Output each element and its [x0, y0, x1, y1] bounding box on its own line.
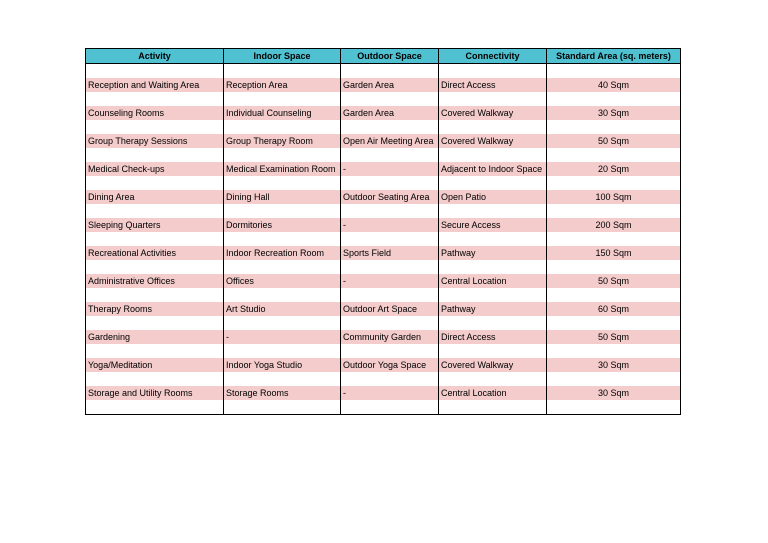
connectivity-cell: Central Location	[439, 386, 547, 400]
spacer-cell	[439, 344, 547, 358]
activity-cell: Dining Area	[86, 190, 224, 204]
spacer-cell	[224, 120, 341, 134]
indoor-space-cell: Indoor Recreation Room	[224, 246, 341, 260]
outdoor-space-cell: Outdoor Yoga Space	[341, 358, 439, 372]
table-row	[86, 134, 681, 148]
header-standard-area: Standard Area (sq. meters)	[547, 49, 681, 64]
spacer-row	[86, 260, 681, 274]
header-outdoor-space: Outdoor Space	[341, 49, 439, 64]
spacer-cell	[547, 372, 681, 386]
spacer-cell	[341, 232, 439, 246]
header-connectivity: Connectivity	[439, 49, 547, 64]
spacer-cell	[547, 260, 681, 274]
indoor-space-cell: Medical Examination Room	[224, 162, 341, 176]
spacer-cell	[439, 288, 547, 302]
outdoor-space-cell: -	[341, 218, 439, 232]
connectivity-cell: Direct Access	[439, 330, 547, 344]
connectivity-cell: Direct Access	[439, 78, 547, 92]
spacer-row	[86, 316, 681, 330]
spacer-row	[86, 288, 681, 302]
spacer-cell	[224, 400, 341, 415]
spacer-cell	[439, 92, 547, 106]
spacer-cell	[224, 176, 341, 190]
spacer-row	[86, 120, 681, 134]
activity-cell: Administrative Offices	[86, 274, 224, 288]
spacer-cell	[439, 176, 547, 190]
activity-cell: Medical Check-ups	[86, 162, 224, 176]
spacer-cell	[341, 288, 439, 302]
spacer-cell	[439, 372, 547, 386]
spacer-row	[86, 232, 681, 246]
indoor-space-cell: Art Studio	[224, 302, 341, 316]
spacer-cell	[439, 64, 547, 79]
table-row	[86, 358, 681, 372]
spacer-cell	[439, 148, 547, 162]
table-row	[86, 78, 681, 92]
table-header	[86, 49, 681, 64]
connectivity-cell: Covered Walkway	[439, 358, 547, 372]
spacer-cell	[224, 64, 341, 79]
indoor-space-cell: Group Therapy Room	[224, 134, 341, 148]
spacer-cell	[224, 92, 341, 106]
spacer-cell	[547, 288, 681, 302]
area-cell: 60 Sqm	[547, 302, 681, 316]
outdoor-space-cell: Garden Area	[341, 106, 439, 120]
table-row	[86, 386, 681, 400]
outdoor-space-cell: -	[341, 162, 439, 176]
connectivity-cell: Adjacent to Indoor Space	[439, 162, 547, 176]
indoor-space-cell: Storage Rooms	[224, 386, 341, 400]
spacer-cell	[86, 204, 224, 218]
spacer-cell	[86, 288, 224, 302]
spacer-cell	[439, 316, 547, 330]
header-indoor-space: Indoor Space	[224, 49, 341, 64]
connectivity-cell: Pathway	[439, 246, 547, 260]
spacer-cell	[86, 120, 224, 134]
outdoor-space-cell: Outdoor Art Space	[341, 302, 439, 316]
spacer-cell	[86, 400, 224, 415]
spacer-cell	[547, 64, 681, 79]
area-cell: 20 Sqm	[547, 162, 681, 176]
spacer-cell	[341, 344, 439, 358]
area-cell: 50 Sqm	[547, 274, 681, 288]
spacer-cell	[547, 400, 681, 415]
spacer-cell	[547, 92, 681, 106]
activity-cell: Reception and Waiting Area	[86, 78, 224, 92]
indoor-space-cell: Individual Counseling	[224, 106, 341, 120]
indoor-space-cell: Reception Area	[224, 78, 341, 92]
indoor-space-cell: Dormitories	[224, 218, 341, 232]
outdoor-space-cell: Community Garden	[341, 330, 439, 344]
spacer-cell	[547, 344, 681, 358]
spacer-cell	[439, 260, 547, 274]
spacer-cell	[86, 176, 224, 190]
spacer-row	[86, 64, 681, 79]
area-cell: 30 Sqm	[547, 386, 681, 400]
area-cell: 50 Sqm	[547, 330, 681, 344]
table-row	[86, 218, 681, 232]
spacer-cell	[341, 260, 439, 274]
spacer-row	[86, 344, 681, 358]
spacer-row	[86, 148, 681, 162]
area-cell: 30 Sqm	[547, 358, 681, 372]
spacer-cell	[341, 372, 439, 386]
connectivity-cell: Covered Walkway	[439, 134, 547, 148]
outdoor-space-cell: Sports Field	[341, 246, 439, 260]
table-row	[86, 106, 681, 120]
spacer-cell	[547, 148, 681, 162]
table-row	[86, 302, 681, 316]
area-cell: 40 Sqm	[547, 78, 681, 92]
spacer-row	[86, 400, 681, 415]
indoor-space-cell: Indoor Yoga Studio	[224, 358, 341, 372]
spacer-cell	[439, 204, 547, 218]
spacer-cell	[439, 120, 547, 134]
spacer-cell	[341, 148, 439, 162]
spacer-cell	[341, 120, 439, 134]
spacer-row	[86, 204, 681, 218]
table-row	[86, 274, 681, 288]
activity-cell: Gardening	[86, 330, 224, 344]
activity-cell: Storage and Utility Rooms	[86, 386, 224, 400]
spacer-cell	[86, 260, 224, 274]
indoor-space-cell: -	[224, 330, 341, 344]
connectivity-cell: Open Patio	[439, 190, 547, 204]
spacer-cell	[341, 176, 439, 190]
connectivity-cell: Secure Access	[439, 218, 547, 232]
spacer-row	[86, 176, 681, 190]
header-row	[86, 49, 681, 64]
spacer-cell	[86, 232, 224, 246]
spacer-cell	[439, 232, 547, 246]
spacer-cell	[86, 64, 224, 79]
table-row	[86, 162, 681, 176]
connectivity-cell: Central Location	[439, 274, 547, 288]
space-program-table	[85, 48, 681, 415]
activity-cell: Yoga/Meditation	[86, 358, 224, 372]
spacer-cell	[86, 316, 224, 330]
spacer-cell	[224, 204, 341, 218]
spacer-cell	[224, 148, 341, 162]
spacer-cell	[341, 64, 439, 79]
spacer-row	[86, 92, 681, 106]
outdoor-space-cell: -	[341, 386, 439, 400]
spacer-cell	[439, 400, 547, 415]
outdoor-space-cell: -	[341, 274, 439, 288]
spacer-cell	[547, 316, 681, 330]
indoor-space-cell: Offices	[224, 274, 341, 288]
connectivity-cell: Covered Walkway	[439, 106, 547, 120]
connectivity-cell: Pathway	[439, 302, 547, 316]
spacer-cell	[224, 344, 341, 358]
spacer-cell	[86, 148, 224, 162]
table-row	[86, 190, 681, 204]
spacer-row	[86, 372, 681, 386]
spacer-cell	[341, 316, 439, 330]
spacer-cell	[341, 400, 439, 415]
spacer-cell	[341, 92, 439, 106]
spacer-cell	[86, 344, 224, 358]
outdoor-space-cell: Outdoor Seating Area	[341, 190, 439, 204]
area-cell: 100 Sqm	[547, 190, 681, 204]
spacer-cell	[547, 232, 681, 246]
area-cell: 200 Sqm	[547, 218, 681, 232]
area-cell: 50 Sqm	[547, 134, 681, 148]
spacer-cell	[224, 288, 341, 302]
table-row	[86, 246, 681, 260]
spacer-cell	[86, 372, 224, 386]
table-body	[86, 64, 681, 415]
spacer-cell	[224, 232, 341, 246]
spacer-cell	[224, 316, 341, 330]
activity-cell: Sleeping Quarters	[86, 218, 224, 232]
spacer-cell	[547, 204, 681, 218]
indoor-space-cell: Dining Hall	[224, 190, 341, 204]
activity-cell: Recreational Activities	[86, 246, 224, 260]
area-cell: 150 Sqm	[547, 246, 681, 260]
spacer-cell	[547, 120, 681, 134]
spacer-cell	[224, 260, 341, 274]
spacer-cell	[86, 92, 224, 106]
spacer-cell	[547, 176, 681, 190]
activity-cell: Counseling Rooms	[86, 106, 224, 120]
area-cell: 30 Sqm	[547, 106, 681, 120]
spacer-cell	[224, 372, 341, 386]
spacer-cell	[341, 204, 439, 218]
table-row	[86, 330, 681, 344]
outdoor-space-cell: Garden Area	[341, 78, 439, 92]
activity-cell: Therapy Rooms	[86, 302, 224, 316]
activity-cell: Group Therapy Sessions	[86, 134, 224, 148]
header-activity: Activity	[86, 49, 224, 64]
outdoor-space-cell: Open Air Meeting Area	[341, 134, 439, 148]
